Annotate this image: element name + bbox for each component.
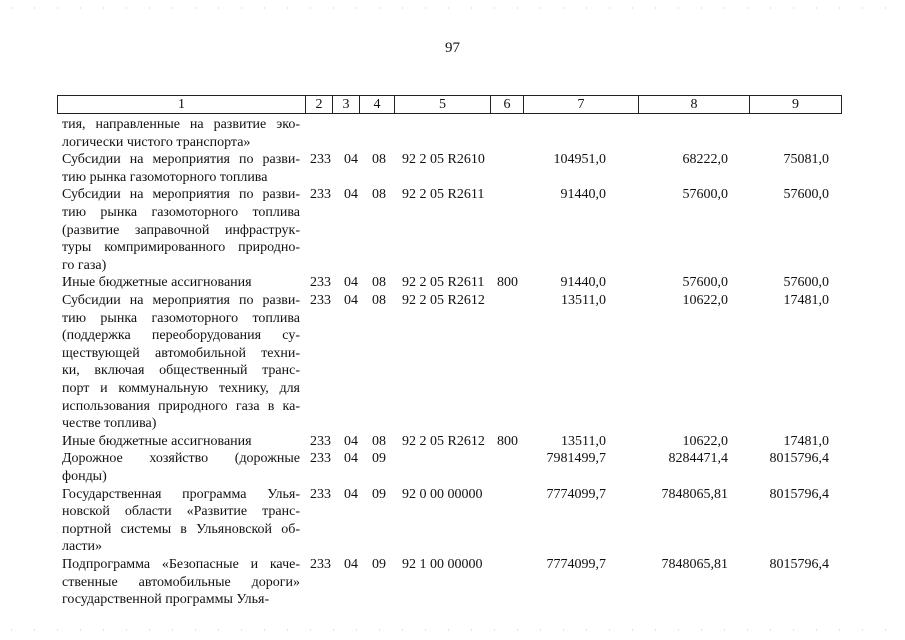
- amount-col-9: 8015796,4: [769, 486, 829, 502]
- amount-col-8: 8284471,4: [668, 451, 728, 467]
- header-col-2: 2: [306, 96, 333, 113]
- subsection-code: 08: [372, 433, 386, 449]
- target-article-code: 92 2 05 R2612: [402, 293, 485, 308]
- subsection-code: 08: [372, 275, 386, 291]
- header-col-1: 1: [58, 96, 306, 113]
- subsection-code: 08: [372, 187, 386, 203]
- description-line: Иные бюджетные ассигнования: [62, 275, 252, 291]
- section-code: 04: [344, 451, 358, 467]
- table-header: [57, 95, 842, 114]
- target-article-code: 92 0 00 00000: [402, 486, 483, 502]
- amount-col-8: 57600,0: [682, 187, 728, 203]
- description-line: тию рынка газомоторного топлива: [62, 204, 300, 220]
- subsection-code: 08: [372, 293, 386, 308]
- row-description: [62, 450, 300, 485]
- amount-col-9: 75081,0: [783, 152, 829, 168]
- description-line: ласти»: [62, 539, 103, 555]
- ministry-code: 233: [310, 187, 331, 203]
- amount-col-7: 91440,0: [560, 187, 606, 203]
- row-description: [62, 274, 300, 292]
- header-col-6: 6: [491, 96, 524, 113]
- target-article-code: 92 2 05 R2610: [402, 152, 485, 168]
- amount-col-8: 7848065,81: [661, 557, 728, 572]
- description-line: Субсидии на мероприятия по разви-: [62, 293, 300, 308]
- amount-col-7: 7774099,7: [546, 486, 606, 502]
- section-code: 04: [344, 275, 358, 291]
- description-line: использования природного газа в ка-: [62, 398, 300, 414]
- row-description: [62, 486, 300, 556]
- amount-col-8: 57600,0: [682, 275, 728, 291]
- header-col-5: 5: [395, 96, 491, 113]
- page-number: 97: [445, 40, 460, 56]
- header-col-3: 3: [333, 96, 360, 113]
- description-line: логически чистого транспорта»: [62, 134, 251, 150]
- scan-specks-top: [0, 6, 905, 10]
- description-line: фонды): [62, 468, 107, 484]
- row-description: [62, 433, 300, 451]
- ministry-code: 233: [310, 275, 331, 291]
- description-line: Дорожное хозяйство (дорожные: [62, 451, 300, 467]
- section-code: 04: [344, 152, 358, 168]
- amount-col-9: 17481,0: [783, 433, 829, 449]
- target-article-code: 92 2 05 R2611: [402, 275, 485, 291]
- description-line: честве топлива): [62, 416, 157, 432]
- section-code: 04: [344, 293, 358, 308]
- row-description: [62, 292, 300, 433]
- subsection-code: 09: [372, 486, 386, 502]
- description-line: портной системы в Ульяновской об-: [62, 521, 300, 537]
- target-article-code: 92 2 05 R2612: [402, 433, 485, 449]
- expense-type-code: 800: [497, 275, 518, 291]
- description-line: государственной программы Улья-: [62, 592, 270, 608]
- description-line: тию рынка газомоторного топлива: [62, 169, 268, 185]
- ministry-code: 233: [310, 152, 331, 168]
- section-code: 04: [344, 187, 358, 203]
- amount-col-7: 91440,0: [560, 275, 606, 291]
- ministry-code: 233: [310, 486, 331, 502]
- subsection-code: 09: [372, 557, 386, 572]
- amount-col-8: 68222,0: [682, 152, 728, 168]
- description-line: ки, включая общественный транс-: [62, 363, 300, 379]
- description-line: порт и коммунальную технику, для: [62, 380, 300, 396]
- ministry-code: 233: [310, 293, 331, 308]
- header-col-4: 4: [360, 96, 395, 113]
- row-description: [62, 186, 300, 274]
- description-line: (развитие заправочной инфраструк-: [62, 222, 300, 238]
- description-line: Субсидии на мероприятия по разви-: [62, 187, 300, 203]
- description-line: тию рынка газомоторного топлива: [62, 310, 300, 326]
- target-article-code: 92 2 05 R2611: [402, 187, 485, 203]
- description-line: Подпрограмма «Безопасные и каче-: [62, 557, 300, 572]
- header-col-7: 7: [524, 96, 639, 113]
- amount-col-8: 10622,0: [682, 293, 728, 308]
- amount-col-9: 57600,0: [783, 187, 829, 203]
- description-line: го газа): [62, 257, 107, 273]
- expense-type-code: 800: [497, 433, 518, 449]
- row-description: [62, 556, 300, 609]
- amount-col-8: 10622,0: [682, 433, 728, 449]
- scan-specks-bottom: [0, 628, 905, 632]
- ministry-code: 233: [310, 433, 331, 449]
- description-line: ществующей автомобильной техни-: [62, 345, 300, 361]
- description-line: ственные автомобильные дороги»: [62, 574, 300, 590]
- section-code: 04: [344, 486, 358, 502]
- description-line: Субсидии на мероприятия по разви-: [62, 152, 300, 168]
- header-col-9: 9: [792, 97, 799, 112]
- amount-col-9: 57600,0: [783, 275, 829, 291]
- target-article-code: 92 1 00 00000: [402, 557, 483, 572]
- section-code: 04: [344, 557, 358, 572]
- amount-col-9: 8015796,4: [769, 451, 829, 467]
- amount-col-7: 13511,0: [561, 293, 606, 308]
- amount-col-7: 7774099,7: [546, 557, 606, 572]
- amount-col-7: 104951,0: [553, 152, 606, 168]
- description-line: туры компримированного природно-: [62, 240, 300, 256]
- description-line: новской области «Развитие транс-: [62, 504, 300, 520]
- description-line: Иные бюджетные ассигнования: [62, 433, 252, 449]
- subsection-code: 08: [372, 152, 386, 168]
- description-line: Государственная программа Улья-: [62, 486, 300, 502]
- description-line: (поддержка переоборудования су-: [62, 328, 300, 344]
- ministry-code: 233: [310, 557, 331, 572]
- row-description: [62, 151, 300, 186]
- amount-col-7: 7981499,7: [546, 451, 606, 467]
- ministry-code: 233: [310, 451, 331, 467]
- subsection-code: 09: [372, 451, 386, 467]
- amount-col-9: 17481,0: [783, 293, 829, 308]
- amount-col-9: 8015796,4: [769, 557, 829, 572]
- description-line: тия, направленные на развитие эко-: [62, 117, 300, 132]
- header-col-8: 8: [639, 96, 750, 113]
- row-description: [62, 116, 300, 151]
- amount-col-8: 7848065,81: [661, 486, 728, 502]
- section-code: 04: [344, 433, 358, 449]
- amount-col-7: 13511,0: [561, 433, 606, 449]
